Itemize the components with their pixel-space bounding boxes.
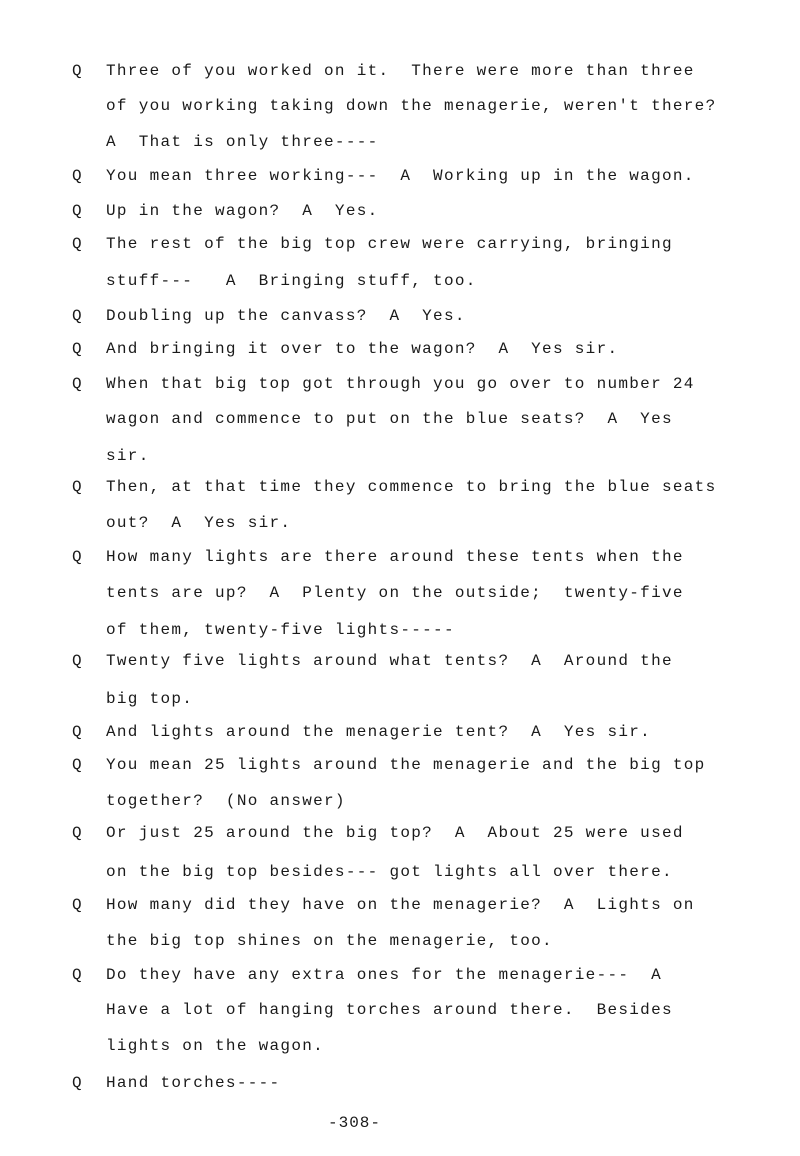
line-text: sir. <box>106 447 150 465</box>
speaker-label: Q <box>72 723 83 741</box>
line-text: big top. <box>106 690 194 708</box>
speaker-label: Q <box>72 235 83 253</box>
speaker-label: Q <box>72 478 83 496</box>
line-text: The rest of the big top crew were carrying, bringing <box>106 235 673 253</box>
line-text: You mean three working--- A Working up in the wagon. <box>106 167 695 185</box>
line-text: Three of you worked on it. There were more than three <box>106 62 695 80</box>
line-text: out? A Yes sir. <box>106 514 292 532</box>
speaker-label: Q <box>72 1074 83 1092</box>
speaker-label: Q <box>72 340 83 358</box>
line-text: on the big top besides--- got lights all over there. <box>106 863 673 881</box>
speaker-label: Q <box>72 756 83 774</box>
line-text: wagon and commence to put on the blue seats? A Yes <box>106 410 673 428</box>
line-text: You mean 25 lights around the menagerie and the big top <box>106 756 706 774</box>
line-text: When that big top got through you go over to number 24 <box>106 375 695 393</box>
page-number: -308- <box>328 1114 382 1132</box>
speaker-label: Q <box>72 824 83 842</box>
speaker-label: Q <box>72 167 83 185</box>
speaker-label: Q <box>72 966 83 984</box>
line-text: stuff--- A Bringing stuff, too. <box>106 272 477 290</box>
line-text: A That is only three---- <box>106 133 379 151</box>
line-text: Doubling up the canvass? A Yes. <box>106 307 466 325</box>
line-text: of you working taking down the menagerie, weren't there? <box>106 97 717 115</box>
speaker-label: Q <box>72 202 83 220</box>
line-text: Do they have any extra ones for the menagerie--- A <box>106 966 662 984</box>
speaker-label: Q <box>72 62 83 80</box>
line-text: the big top shines on the menagerie, too. <box>106 932 553 950</box>
line-text: lights on the wagon. <box>106 1037 325 1055</box>
line-text: How many did they have on the menagerie? A Lights on <box>106 896 695 914</box>
line-text: Hand torches---- <box>106 1074 281 1092</box>
line-text: of them, twenty-five lights----- <box>106 621 455 639</box>
line-text: Or just 25 around the big top? A About 25 were used <box>106 824 684 842</box>
speaker-label: Q <box>72 375 83 393</box>
line-text: How many lights are there around these tents when the <box>106 548 684 566</box>
line-text: together? (No answer) <box>106 792 346 810</box>
line-text: And bringing it over to the wagon? A Yes sir. <box>106 340 619 358</box>
line-text: And lights around the menagerie tent? A Yes sir. <box>106 723 652 741</box>
line-text: Have a lot of hanging torches around there. Besides <box>106 1001 673 1019</box>
line-text: tents are up? A Plenty on the outside; twenty-five <box>106 584 684 602</box>
line-text: Twenty five lights around what tents? A Around the <box>106 652 673 670</box>
line-text: Up in the wagon? A Yes. <box>106 202 379 220</box>
speaker-label: Q <box>72 548 83 566</box>
speaker-label: Q <box>72 307 83 325</box>
speaker-label: Q <box>72 652 83 670</box>
line-text: Then, at that time they commence to bring the blue seats <box>106 478 717 496</box>
speaker-label: Q <box>72 896 83 914</box>
